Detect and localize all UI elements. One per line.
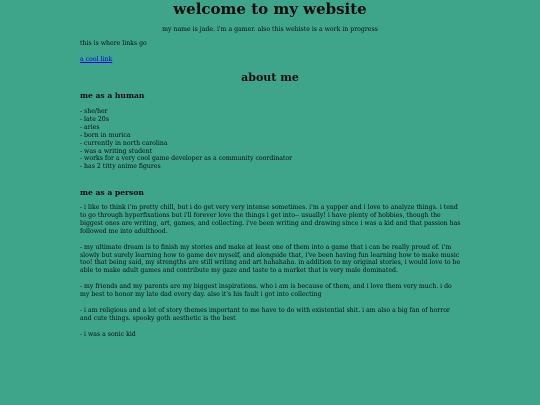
intro-text: my name is jade. i'm a gamer. also this webiste is a work in progress <box>162 26 378 33</box>
paragraph: - i am religious and a lot of story themes important to me have to do with existential shit. i am also a big fan of horror and cute things. spooky goth aesthetic is the best <box>80 307 450 322</box>
list-item: - works for a very cool game developer as a community coordinator <box>80 155 293 163</box>
person-paragraphs <box>80 204 462 347</box>
paragraph: - my friends and my parents are my biggest inspirations. who i am is because of them, and i love them very much. i do my best to honor my late dad every day. also it's his fault i got into collecting <box>80 283 452 299</box>
paragraph: - i was a sonic kid <box>80 330 136 338</box>
human-heading: me as a human <box>80 91 145 100</box>
links-note: this is where links go <box>80 40 147 47</box>
list-item: - aries <box>80 123 100 131</box>
list-item: - born in murica <box>80 131 131 139</box>
person-heading: me as a person <box>80 188 144 197</box>
list-item: - late 20s <box>80 115 109 123</box>
paragraph: - my ultimate dream is to finish my stories and make at least one of them into a game that i can be really proud of. i'm slowly but surely learning how to game dev myself, and alongside that, i've been having fun learning how to make music too! that being said, my strengths are still writing and art hahahaha. in addition to my original stories, i would love to be able to make adult games and contribute my gaze and taste to a market that is very male dominated. <box>80 243 461 275</box>
list-item: - currently in north carolina <box>80 139 168 147</box>
list-item: - was a writing student <box>80 147 153 155</box>
page-title: welcome to my website <box>173 0 367 18</box>
list-item: - has 2 titty anime figures <box>80 163 161 171</box>
human-list <box>80 108 480 171</box>
about-heading: about me <box>241 71 299 84</box>
cool-link[interactable]: a cool link <box>80 56 113 63</box>
list-item: - she/her <box>80 108 108 115</box>
paragraph: - i like to think i'm pretty chill, but i do get very very intense sometimes. i'm a yapper and i love to analyze things. i tend to go through hyperfixations but i'll forever love the things i get into-- usually! i have plenty of hobbies, though the biggest ones are writing, art, games, and collecting. i've been writing and drawing since i was a kid and that passion has followed me into adulthood. <box>80 204 461 235</box>
